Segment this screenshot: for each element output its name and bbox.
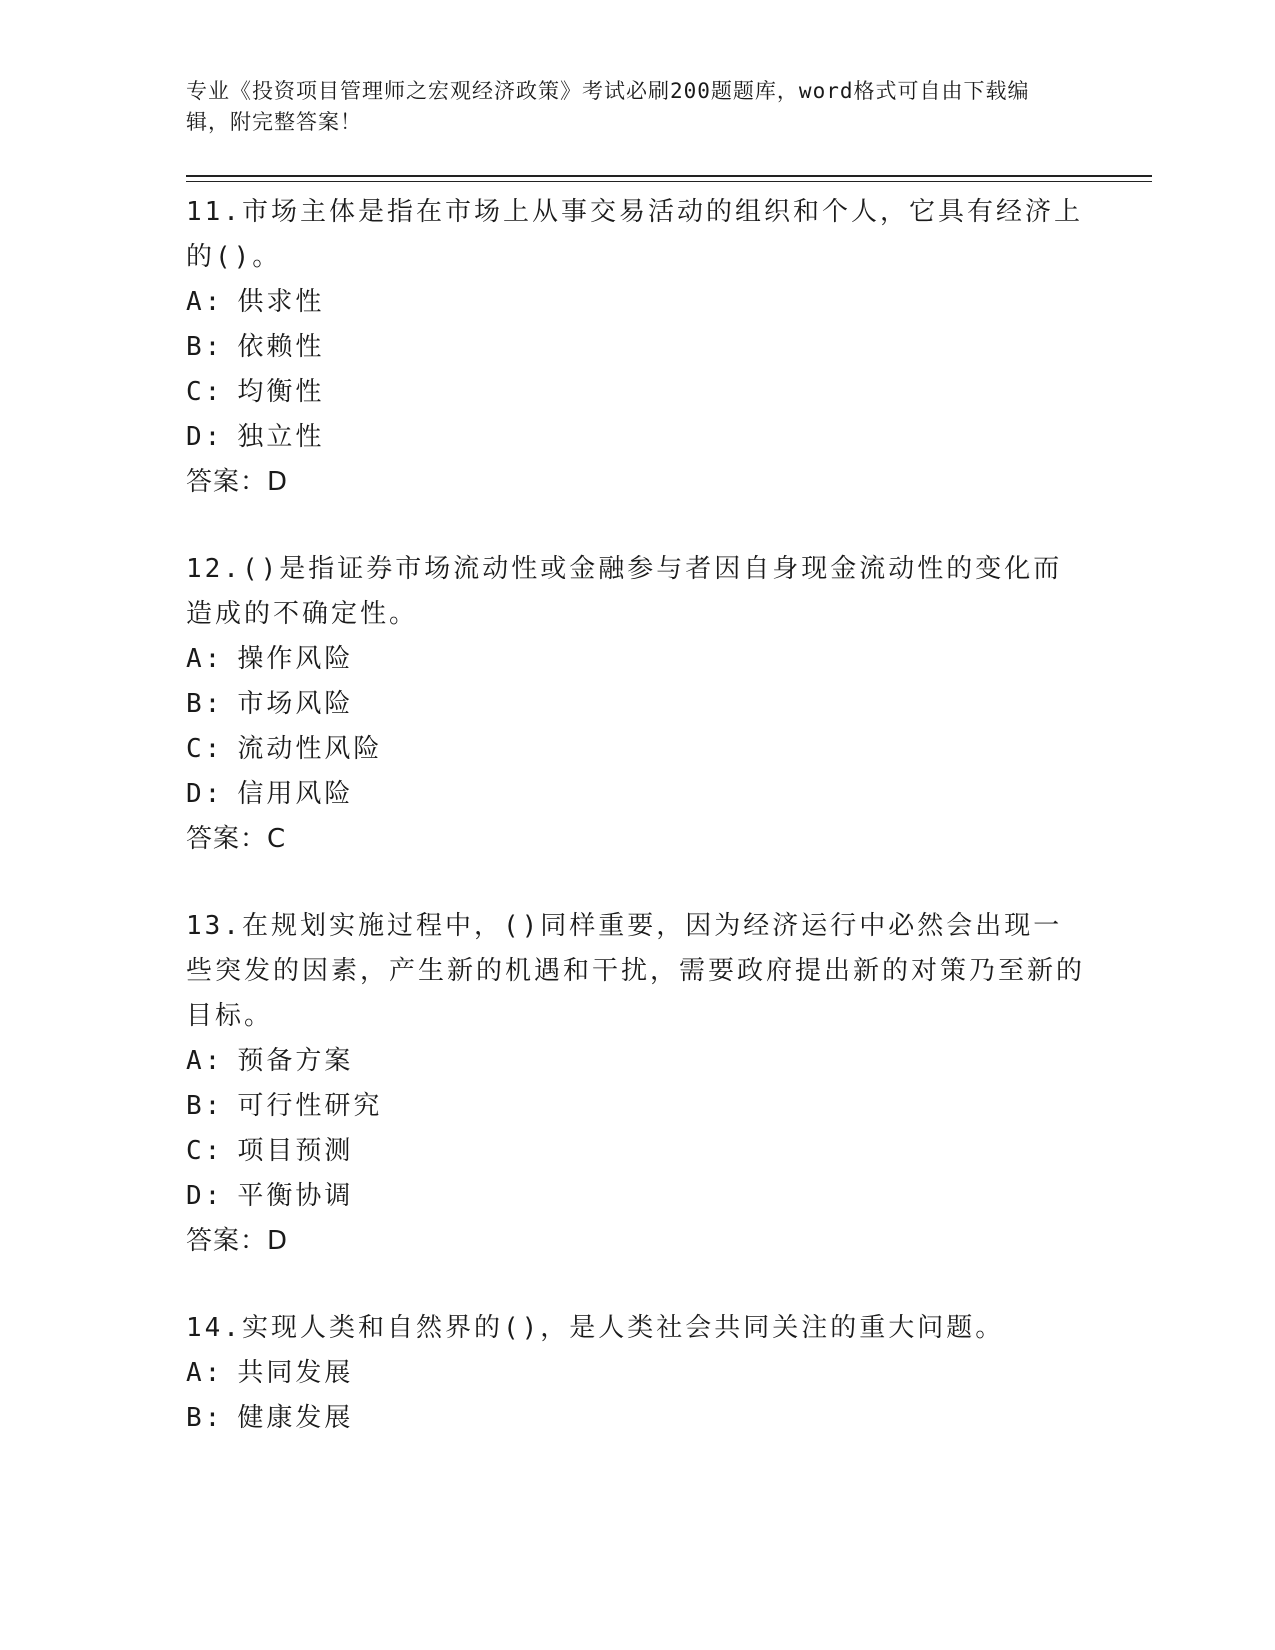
option-text: 独立性 <box>237 422 325 452</box>
option-c <box>186 1129 1086 1174</box>
option-label: B: <box>186 1403 224 1433</box>
option-label: D: <box>186 1181 224 1211</box>
option-label: A: <box>186 1358 224 1388</box>
option-text: 依赖性 <box>237 332 325 362</box>
option-label: B: <box>186 1091 224 1121</box>
answer-line: 答案：D <box>186 1226 289 1256</box>
option-label: A: <box>186 1046 224 1076</box>
option-b <box>186 325 1086 370</box>
answer-line: 答案：C <box>186 824 287 854</box>
question-11 <box>186 190 1086 505</box>
option-label: B: <box>186 332 224 362</box>
question-stem: 11.市场主体是指在市场上从事交易活动的组织和个人，它具有经济上的()。 <box>186 197 1083 272</box>
question-list <box>186 190 1086 1483</box>
option-label: C: <box>186 1136 224 1166</box>
option-text: 信用风险 <box>237 779 354 809</box>
option-b <box>186 1396 1086 1441</box>
option-text: 均衡性 <box>237 377 325 407</box>
option-label: C: <box>186 734 224 764</box>
option-c <box>186 727 1086 772</box>
document-header: 专业《投资项目管理师之宏观经济政策》考试必刷200题题库，word格式可自由下载编辑，附完整答案！ <box>186 79 1030 134</box>
option-text: 市场风险 <box>237 689 354 719</box>
question-14 <box>186 1306 1086 1441</box>
option-b <box>186 682 1086 727</box>
option-a <box>186 637 1086 682</box>
header-divider-thick <box>186 175 1152 177</box>
option-d <box>186 772 1086 817</box>
header-divider-thin <box>186 181 1152 182</box>
question-stem: 12.()是指证券市场流动性或金融参与者因自身现金流动性的变化而造成的不确定性。 <box>186 554 1063 629</box>
option-text: 供求性 <box>237 287 325 317</box>
option-label: C: <box>186 377 224 407</box>
option-a <box>186 1039 1086 1084</box>
option-text: 健康发展 <box>237 1403 354 1433</box>
option-text: 可行性研究 <box>237 1091 383 1121</box>
option-c <box>186 370 1086 415</box>
option-label: D: <box>186 422 224 452</box>
option-b <box>186 1084 1086 1129</box>
option-label: A: <box>186 644 224 674</box>
option-text: 项目预测 <box>237 1136 354 1166</box>
option-label: D: <box>186 779 224 809</box>
answer-line: 答案：D <box>186 467 289 497</box>
option-d <box>186 415 1086 460</box>
question-12 <box>186 547 1086 862</box>
option-d <box>186 1174 1086 1219</box>
option-text: 共同发展 <box>237 1358 354 1388</box>
option-text: 预备方案 <box>237 1046 354 1076</box>
option-a <box>186 280 1086 325</box>
question-stem: 13.在规划实施过程中，()同样重要，因为经济运行中必然会出现一些突发的因素，产生新的机遇和干扰，需要政府提出新的对策乃至新的目标。 <box>186 911 1086 1031</box>
option-label: B: <box>186 689 224 719</box>
question-13 <box>186 904 1086 1264</box>
question-stem: 14.实现人类和自然界的()，是人类社会共同关注的重大问题。 <box>186 1313 1005 1343</box>
option-a <box>186 1351 1086 1396</box>
option-text: 流动性风险 <box>237 734 383 764</box>
option-label: A: <box>186 287 224 317</box>
option-text: 平衡协调 <box>237 1181 354 1211</box>
option-text: 操作风险 <box>237 644 354 674</box>
